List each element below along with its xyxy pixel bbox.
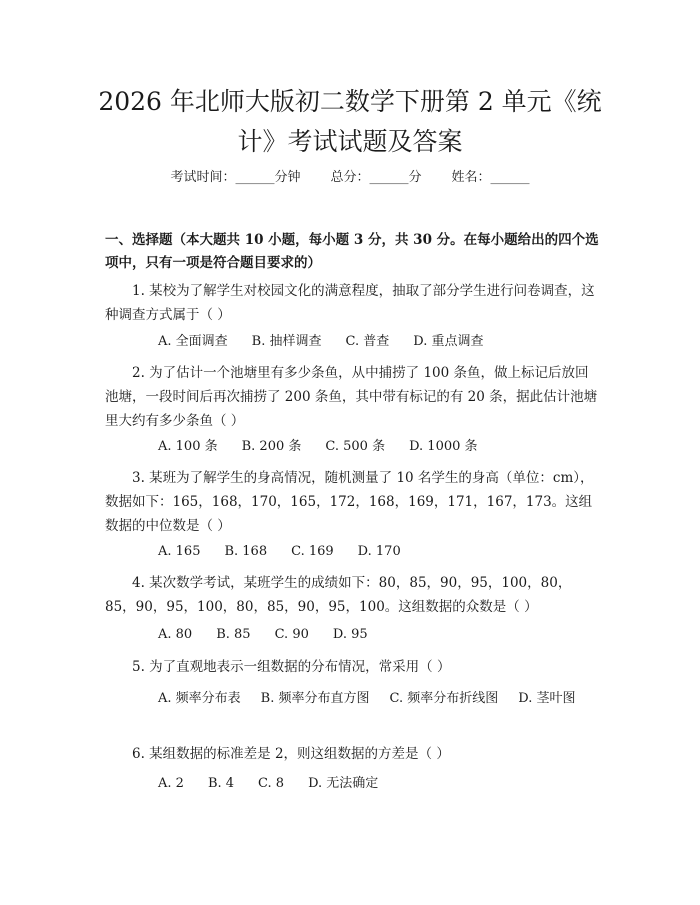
option: D. 无法确定: [308, 776, 379, 791]
option: D. 95: [332, 627, 368, 642]
option: B. 频率分布直方图: [260, 691, 370, 706]
student-name-field: 姓名：______: [451, 170, 530, 185]
option: A. 2: [158, 776, 184, 791]
question-2-text: 2. 为了估计一个池塘里有多少条鱼，从中捕捞了 100 条鱼，做上标记后放回池塘，一段时间后再次捕捞了 200 条鱼，其中带有标记的有 20 条，据此估计池塘里大约有多少条鱼（ ）: [105, 365, 598, 429]
option: B. 抽样调查: [251, 334, 322, 349]
question-1-options: [158, 332, 507, 352]
option: A. 165: [158, 544, 201, 559]
option: A. 100 条: [158, 439, 218, 454]
exam-time-field: 考试时间：______分钟: [170, 170, 301, 185]
option: A. 80: [158, 627, 193, 642]
option: D. 茎叶图: [518, 691, 576, 706]
question-6-text: 6. 某组数据的标准差是 2，则这组数据的方差是（ ）: [132, 746, 450, 762]
option: B. 4: [207, 776, 235, 791]
question-5-options: [105, 687, 600, 711]
option: D. 1000 条: [409, 439, 478, 454]
question-2-options: [158, 437, 502, 457]
question-4-text: 4. 某次数学考试，某班学生的成绩如下：80，85，90，95，100，80，85，90，95，100，80，85，90，95，100。这组数据的众数是（ ）: [105, 575, 572, 615]
option: D. 170: [357, 544, 401, 559]
option: A. 频率分布表: [158, 691, 241, 706]
option: A. 全面调查: [158, 334, 228, 349]
question-3-options: [158, 542, 425, 562]
option: C. 169: [291, 544, 334, 559]
exam-info-line: [0, 168, 700, 188]
option: B. 200 条: [241, 439, 302, 454]
page-title: 2026 年北师大版初二数学下册第 2 单元《统计》考试试题及答案: [98, 87, 602, 156]
option: C. 500 条: [325, 439, 386, 454]
option: C. 频率分布折线图: [389, 691, 499, 706]
option: C. 90: [274, 627, 309, 642]
question-1-text: 1. 某校为了解学生对校园文化的满意程度，抽取了部分学生进行问卷调查，这种调查方式属于（ ）: [105, 283, 595, 323]
option: B. 85: [216, 627, 251, 642]
option: B. 168: [224, 544, 268, 559]
total-score-field: 总分：______分: [330, 170, 422, 185]
option: C. 普查: [345, 334, 390, 349]
section-heading: 一、选择题（本大题共 10 小题，每小题 3 分，共 30 分。在每小题给出的四个选项中，只有一项是符合题目要求的）: [105, 232, 599, 271]
question-3-text: 3. 某班为了解学生的身高情况，随机测量了 10 名学生的身高（单位：cm），数据如下：165，168，170，165，172，168，169，171，167，173。这组数据的中位数是（ ）: [105, 470, 594, 534]
question-6-options: [158, 774, 402, 794]
option: D. 重点调查: [413, 334, 484, 349]
option: C. 8: [258, 776, 285, 791]
question-5-text: 5. 为了直观地表示一组数据的分布情况，常采用（ ）: [132, 659, 451, 675]
question-4-options: [158, 625, 392, 645]
